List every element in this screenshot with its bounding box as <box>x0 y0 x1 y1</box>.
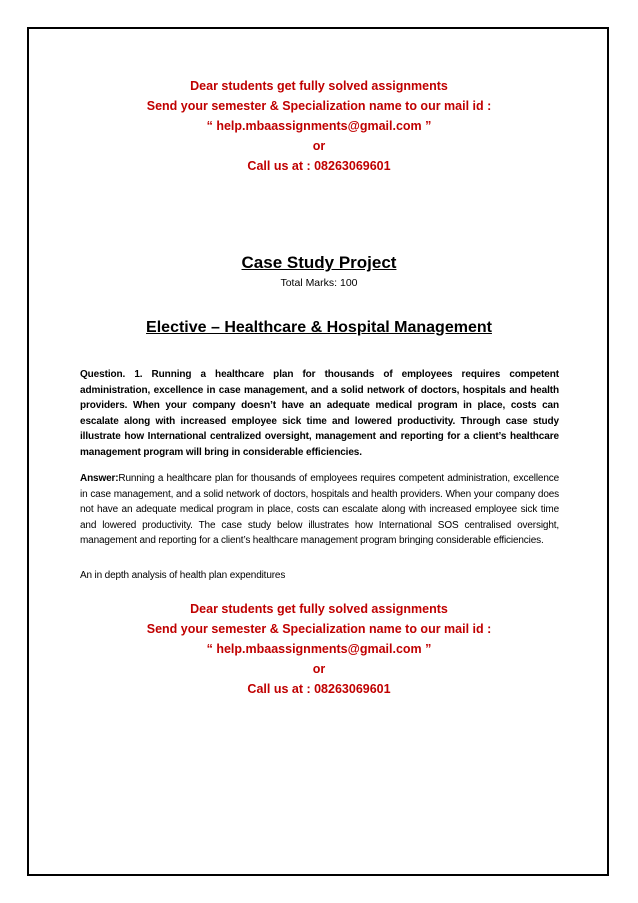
notice-line-2: Send your semester & Specialization name to our mail id : <box>146 622 492 636</box>
answer-text: Running a healthcare plan for thousands of employees requires competent administration, excellence in case management, and a solid network of doctors, hospitals and health providers. When your company does not have an adequate medical program in place, costs can escalate along with increased employee sick time and lowered productivity. The case study below illustrates how International SOS centralised oversight, management and reporting for a client’s healthcare management program bringing considerable efficiencies. <box>80 473 559 546</box>
answer-paragraph <box>80 471 559 549</box>
notice-phone: Call us at : 08263069601 <box>247 682 391 696</box>
notice-or: or <box>312 662 326 676</box>
answer-label: Answer: <box>80 473 119 484</box>
notice-or: or <box>312 139 326 153</box>
notice-line-1: Dear students get fully solved assignments <box>190 79 448 93</box>
notice-phone: Call us at : 08263069601 <box>247 159 391 173</box>
question-paragraph: Question. 1. Running a healthcare plan for thousands of employees requires competent administration, excellence in case management, and a solid network of doctors, hospitals and health providers. When your company doesn’t have an adequate medical program in place, costs can escalate along with increased employee sick time and lowered productivity. Through case study illustrate how International centralized oversight, management and reporting for a client’s healthcare management program will bring in considerable efficiencies. <box>80 369 559 458</box>
elective-heading: Elective – Healthcare & Hospital Management <box>146 319 492 336</box>
contact-notice-top <box>40 76 598 176</box>
notice-email: “ help.mbaassignments@gmail.com ” <box>206 119 432 133</box>
notice-line-1: Dear students get fully solved assignments <box>190 602 448 616</box>
notice-email: “ help.mbaassignments@gmail.com ” <box>206 642 432 656</box>
notice-line-2: Send your semester & Specialization name to our mail id : <box>146 99 492 113</box>
document-title: Case Study Project <box>241 253 397 272</box>
total-marks: Total Marks: 100 <box>280 277 358 289</box>
analysis-line: An in depth analysis of health plan expenditures <box>80 570 286 581</box>
contact-notice-bottom <box>40 599 598 699</box>
